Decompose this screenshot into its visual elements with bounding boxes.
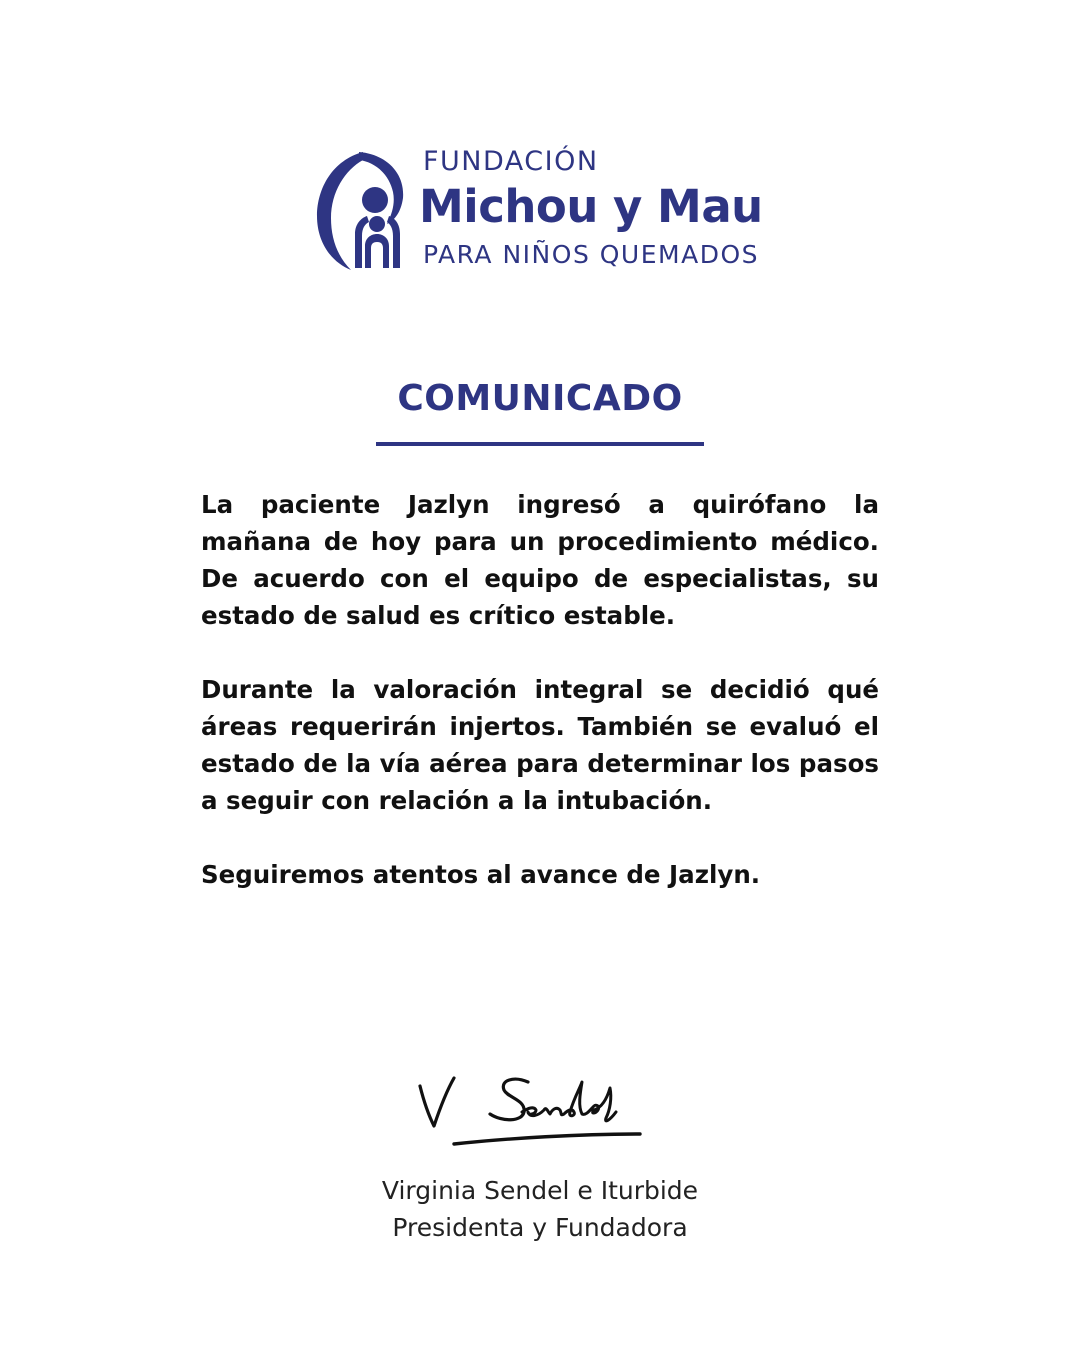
signer-role: Presidenta y Fundadora (392, 1213, 688, 1242)
foundation-logo-icon (315, 150, 407, 270)
document-body (201, 486, 879, 930)
signer-name: Virginia Sendel e Iturbide (381, 1176, 699, 1205)
title-underline (376, 442, 704, 446)
document-title: COMUNICADO (397, 378, 683, 419)
paragraph: Durante la valoración integral se decidió qué áreas requerirán injertos. También se evaluó el estado de la vía aérea para determinar los pasos a seguir con relación a la intubación. (201, 675, 879, 815)
foundation-logo (315, 140, 775, 275)
logo-text-fundacion: FUNDACIÓN (423, 146, 599, 177)
paragraph: La paciente Jazlyn ingresó a quirófano la mañana de hoy para un procedimiento médico. De acuerdo con el equipo de especialistas, su estado de salud es crítico estable. (201, 490, 879, 630)
logo-text-tagline: PARA NIÑOS QUEMADOS (423, 240, 759, 269)
paragraph: Seguiremos atentos al avance de Jazlyn. (201, 860, 761, 889)
handwritten-signature (410, 1068, 670, 1158)
logo-text-name: Michou y Mau (419, 180, 763, 233)
signer-block (0, 1172, 1080, 1246)
